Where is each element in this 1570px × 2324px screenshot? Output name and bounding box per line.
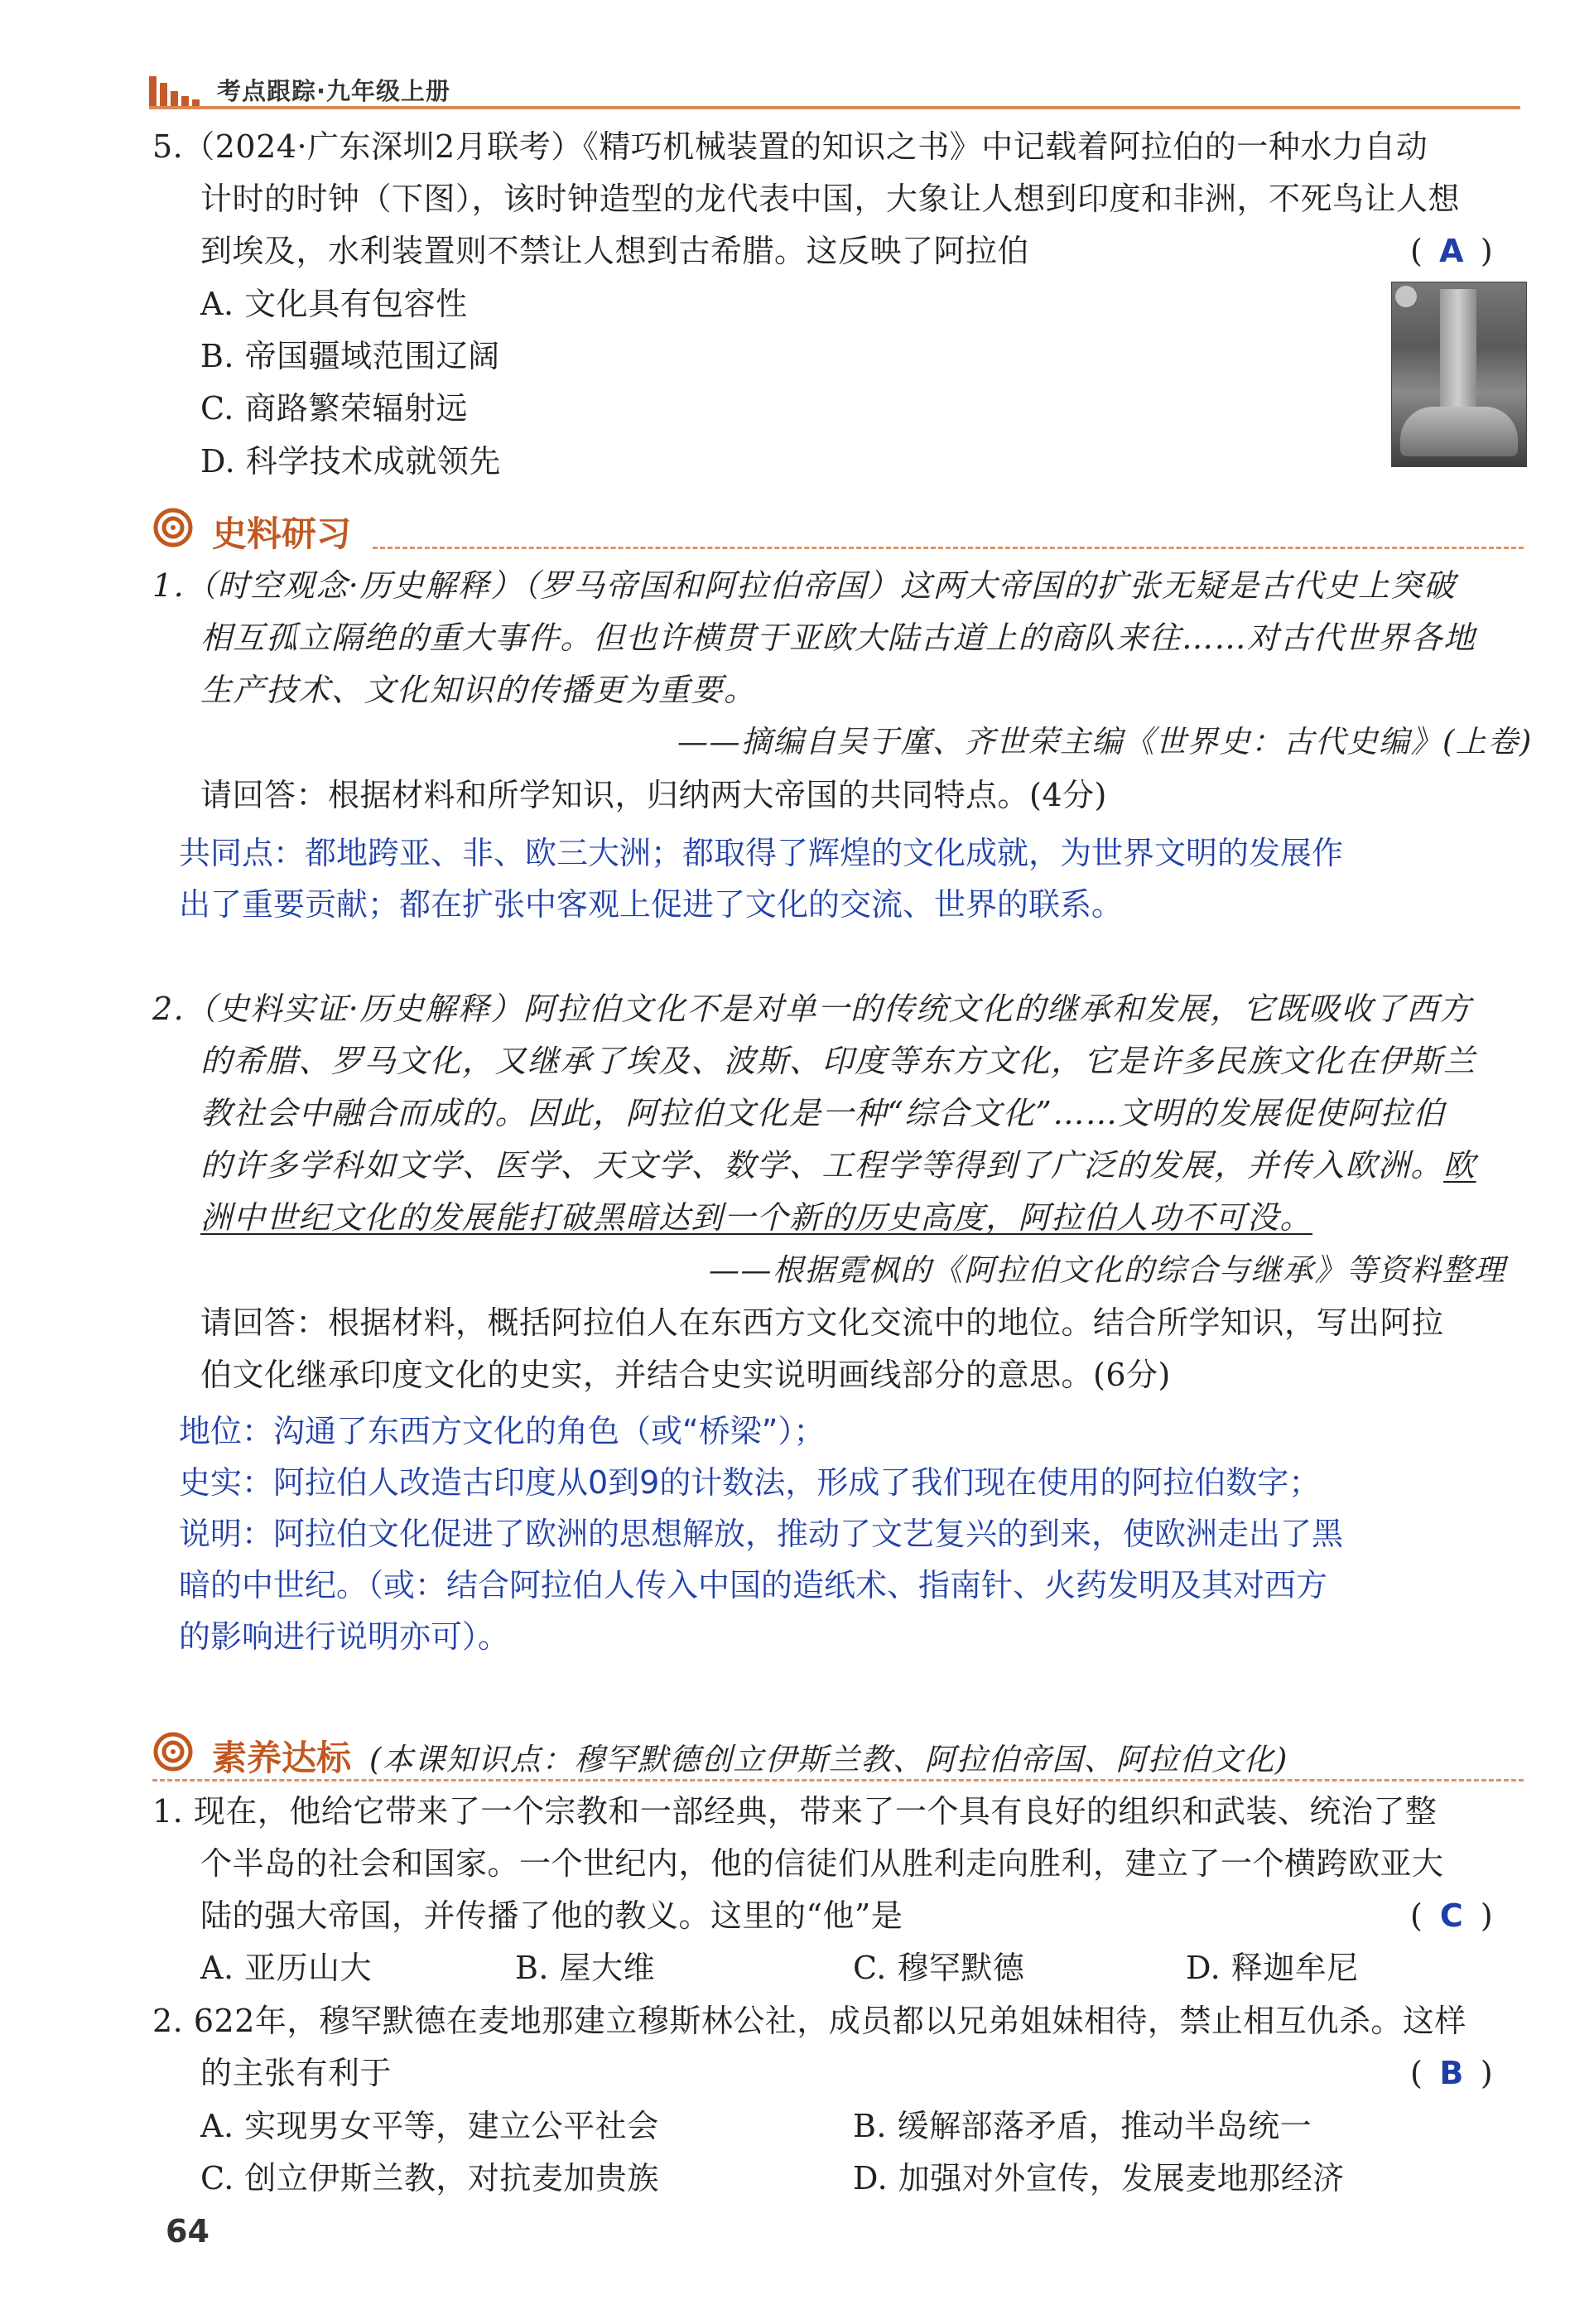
s1q1-line-1: 1.（时空观念·历史解释）（罗马帝国和阿拉伯帝国）这两大帝国的扩张无疑是古代史上突破 [152, 567, 1457, 604]
s2q2-line-1: 2. 622年，穆罕默德在麦地那建立穆斯林公社，成员都以兄弟姐妹相待，禁止相互仇杀。这样 [152, 2003, 1466, 2039]
s1q2-answer-line-1: 地位：沟通了东西方文化的角色（或“桥梁”）； [179, 1413, 826, 1449]
q5-line-2: 计时的时钟（下图），该时钟造型的龙代表中国，大象让人想到印度和非洲，不死鸟让人想 [200, 181, 1461, 217]
header-bars-icon [149, 73, 200, 109]
s1q2-question-2: 伯文化继承印度文化的史实，并结合史实说明画线部分的意思。(6分) [200, 1357, 1171, 1393]
q5-option-a: A. 文化具有包容性 [200, 286, 468, 322]
s1q1-answer-line-1: 共同点：都地跨亚、非、欧三大洲；都取得了辉煌的文化成就，为世界文明的发展作 [179, 835, 1344, 871]
s1q2-answer-line-4: 暗的中世纪。（或：结合阿拉伯人传入中国的造纸术、指南针、火药发明及其对西方 [179, 1567, 1328, 1603]
q5-option-c: C. 商路繁荣辐射远 [200, 390, 468, 427]
page-number: 64 [166, 2213, 209, 2249]
water-clock-photo [1391, 282, 1527, 467]
q5-answer: A [1439, 233, 1464, 269]
s2q1-line-1: 1. 现在，他给它带来了一个宗教和一部经典，带来了一个具有良好的组织和武装、统治了整 [152, 1793, 1438, 1830]
s2q2-option-b: B. 缓解部落矛盾，推动半岛统一 [853, 2108, 1312, 2144]
s2q2-answer-bracket: ( B ) [1410, 2055, 1493, 2091]
header-rule [149, 106, 1520, 109]
s1q2-line-1: 2.（史料实证·历史解释）阿拉伯文化不是对单一的传统文化的继承和发展，它既吸收了西方 [152, 991, 1472, 1027]
q5-option-b: B. 帝国疆域范围辽阔 [200, 338, 500, 374]
s1q2-answer-line-2: 史实：阿拉伯人改造古印度从0到9的计数法，形成了我们现在使用的阿拉伯数字； [179, 1464, 1321, 1501]
s1q1-source: ——摘编自吴于廑、齐世荣主编《世界史：古代史编》(上卷) [677, 724, 1533, 759]
q5-option-d: D. 科学技术成就领先 [200, 443, 501, 480]
s2q2-option-c: C. 创立伊斯兰教，对抗麦加贵族 [200, 2160, 659, 2196]
q5-line-1: 5.（2024·广东深圳2月联考）《精巧机械装置的知识之书》中记载着阿拉伯的一种水力自动 [152, 128, 1428, 165]
s1q1-answer-line-2: 出了重要贡献；都在扩张中客观上促进了文化的交流、世界的联系。 [179, 886, 1124, 923]
s2q1-option-b: B. 屋大维 [515, 1950, 656, 1986]
q5-answer-bracket: ( A ) [1410, 233, 1493, 269]
s1q2-line-3: 教社会中融合而成的。因此，阿拉伯文化是一种“综合文化”……文明的发展促使阿拉伯 [200, 1095, 1446, 1131]
s1q2-line-4-text: 的许多学科如文学、医学、天文学、数学、工程学等得到了广泛的发展，并传入欧洲。 [200, 1147, 1444, 1184]
s1q2-answer-line-5: 的影响进行说明亦可）。 [179, 1618, 510, 1655]
section-spiral-icon [152, 1731, 194, 1772]
s1q2-line-4 [200, 1147, 1476, 1184]
s2q2-line-2: 的主张有利于 [200, 2055, 392, 2091]
s1q2-line-2: 的希腊、罗马文化，又继承了埃及、波斯、印度等东方文化，它是许多民族文化在伊斯兰 [200, 1043, 1476, 1079]
s2q1-line-3: 陆的强大帝国，并传播了他的教义。这里的“他”是 [200, 1897, 903, 1934]
s2q1-option-d: D. 释迦牟尼 [1186, 1950, 1359, 1986]
s1q2-answer-line-3: 说明：阿拉伯文化促进了欧洲的思想解放，推动了文艺复兴的到来，使欧洲走出了黑 [179, 1516, 1344, 1552]
s1q2-underlined-start: 欧 [1443, 1147, 1476, 1184]
s1q1-line-3: 生产技术、文化知识的传播更为重要。 [200, 672, 757, 708]
header-title: 考点跟踪·九年级上册 [217, 77, 451, 105]
s2q1-option-c: C. 穆罕默德 [853, 1950, 1025, 1986]
s2q2-option-d: D. 加强对外宣传，发展麦地那经济 [853, 2160, 1345, 2196]
s1q2-question-1: 请回答：根据材料，概括阿拉伯人在东西方文化交流中的地位。结合所学知识，写出阿拉 [200, 1304, 1444, 1341]
s2q1-line-2: 个半岛的社会和国家。一个世纪内，他的信徒们从胜利走向胜利，建立了一个横跨欧亚大 [200, 1845, 1444, 1882]
s1q1-line-2: 相互孤立隔绝的重大事件。但也许横贯于亚欧大陆古道上的商队来往……对古代世界各地 [200, 620, 1476, 656]
section-divider-1 [373, 547, 1524, 549]
s2q1-answer-bracket: ( C ) [1410, 1897, 1493, 1934]
s1q1-question: 请回答：根据材料和所学知识，归纳两大帝国的共同特点。(4分) [200, 777, 1107, 813]
section-divider-2 [152, 1779, 1524, 1782]
q5-line-3: 到埃及，水利装置则不禁让人想到古希腊。这反映了阿拉伯 [200, 233, 1030, 269]
section-title-2: 素养达标 [212, 1738, 352, 1778]
section-note-2: (本课知识点：穆罕默德创立伊斯兰教、阿拉伯帝国、阿拉伯文化) [369, 1742, 1288, 1777]
s2q2-option-a: A. 实现男女平等，建立公平社会 [200, 2108, 659, 2144]
section-title-1: 史料研习 [212, 513, 352, 554]
s1q2-source: ——根据霓枫的《阿拉伯文化的综合与继承》等资料整理 [709, 1252, 1506, 1288]
s2q1-answer: C [1439, 1897, 1463, 1934]
s2q1-option-a: A. 亚历山大 [200, 1950, 373, 1986]
section-spiral-icon [152, 507, 194, 548]
s1q2-underlined-line: 洲中世纪文化的发展能打破黑暗达到一个新的历史高度，阿拉伯人功不可没。 [200, 1199, 1313, 1236]
s2q2-answer: B [1439, 2055, 1464, 2091]
